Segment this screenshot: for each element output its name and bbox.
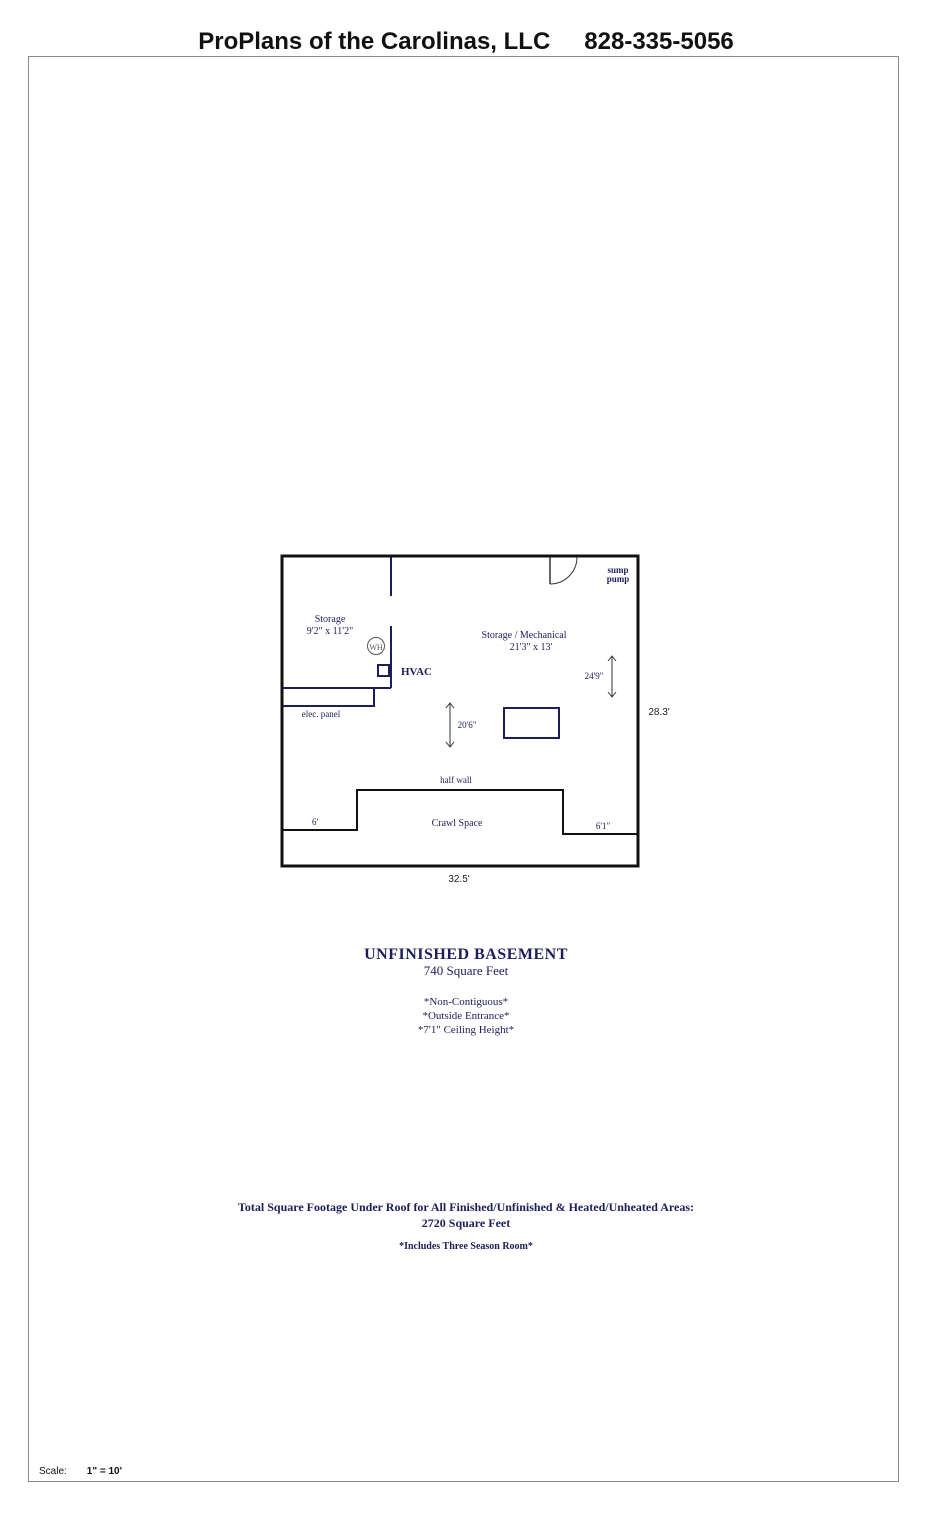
overall-width-dimension: 32.5' bbox=[448, 874, 470, 885]
center-structure bbox=[504, 708, 559, 738]
scale-note bbox=[39, 1466, 122, 1477]
hvac-label: HVAC bbox=[401, 666, 432, 678]
sump-pump-label-2: pump bbox=[606, 574, 630, 584]
dimension-arrow-center bbox=[446, 703, 454, 747]
total-footage-line: Total Square Footage Under Roof for All Finished/Unfinished & Heated/Unheated Areas: bbox=[237, 1200, 695, 1214]
scale-label: Scale: bbox=[39, 1466, 67, 1477]
storage-room-size: 9'2" x 11'2" bbox=[306, 626, 354, 637]
half-wall-label: half wall bbox=[440, 775, 472, 785]
elec-panel-label: elec. panel bbox=[301, 709, 341, 719]
scale-value: 1" = 10' bbox=[86, 1466, 122, 1477]
water-heater-label: WH bbox=[369, 643, 383, 652]
elec-panel-ledge bbox=[283, 688, 374, 706]
mechanical-room-size: 21'3" x 13' bbox=[509, 642, 553, 653]
basement-note-1: *Non-Contiguous* bbox=[423, 996, 509, 1008]
mechanical-room-name: Storage / Mechanical bbox=[481, 630, 567, 641]
sump-pump-label-1: sump bbox=[607, 565, 629, 575]
total-footage-value: 2720 Square Feet bbox=[421, 1216, 511, 1230]
dimension-right-label: 24'9" bbox=[584, 671, 604, 681]
hvac-unit bbox=[378, 665, 389, 676]
overall-depth-dimension: 28.3' bbox=[648, 707, 670, 718]
company-phone: 828-335-5056 bbox=[584, 28, 734, 55]
total-footage-note: *Includes Three Season Room* bbox=[399, 1241, 533, 1252]
company-name: ProPlans of the Carolinas, LLC bbox=[198, 28, 551, 55]
storage-room-name: Storage bbox=[314, 614, 346, 625]
basement-note-3: *7'1" Ceiling Height* bbox=[417, 1024, 515, 1036]
door-swing-arc bbox=[550, 557, 577, 584]
left-ledge-dimension: 6' bbox=[311, 817, 319, 827]
crawl-space-label: Crawl Space bbox=[431, 818, 483, 829]
dimension-center-label: 20'6" bbox=[457, 720, 477, 730]
dimension-arrow-right bbox=[608, 656, 616, 697]
right-ledge-dimension: 6'1" bbox=[595, 821, 611, 831]
basement-note-2: *Outside Entrance* bbox=[422, 1010, 510, 1022]
basement-area: 740 Square Feet bbox=[423, 963, 509, 978]
basement-title: UNFINISHED BASEMENT bbox=[364, 946, 568, 963]
